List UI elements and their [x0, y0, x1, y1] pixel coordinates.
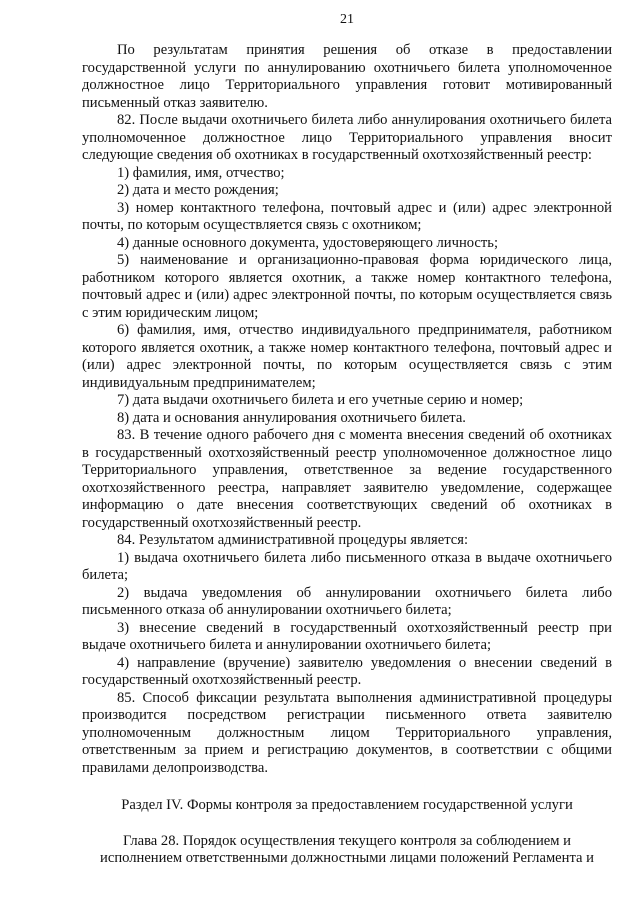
section-title: Раздел IV. Формы контроля за предоставлением государственной услуги [121, 797, 573, 813]
paragraph: 83. В течение одного рабочего дня с момента внесения сведений об охотниках в государственный охотхозяйственный реестр уполномоченное должностное лицо Территориального управления, ответственное за ведение государственного охотхозяйственного реестра, направляет заявителю уведомление, содержащее информацию о дате внесения соответствующих сведений об охотниках в государственный охотхозяйственный реестр. [82, 427, 612, 531]
paragraph: По результатам принятия решения об отказе в предоставлении государственной услуги по аннулированию охотничьего билета уполномоченное должностное лицо Территориального управления готовит мотивированный письменный отказ заявителю. [82, 42, 612, 111]
list-item: 3) внесение сведений в государственный охотхозяйственный реестр при выдаче охотничьего билета и аннулировании охотничьего билета; [82, 619, 612, 653]
list-item: 4) данные основного документа, удостоверяющего личность; [117, 234, 498, 251]
list-item: 4) направление (вручение) заявителю уведомления о внесении сведений в государственный охотхозяйственный реестр. [82, 654, 612, 688]
list-item: 1) выдача охотничьего билета либо письменного отказа в выдаче охотничьего билета; [82, 549, 612, 583]
list-item: 2) выдача уведомления об аннулировании охотничьего билета либо письменного отказа об аннулировании охотничьего билета; [82, 584, 612, 618]
page-number: 21 [340, 12, 354, 27]
list-item: 7) дата выдачи охотничьего билета и его учетные серию и номер; [117, 392, 524, 408]
paragraph: 85. Способ фиксации результата выполнения административной процедуры производится посредством регистрации письменного ответа заявителю уполномоченным должностным лицом Территориального управления, ответственным за прием и регистрацию документов, в соответствии с общими правилами делопроизводства. [82, 689, 612, 776]
list-item: 5) наименование и организационно-правовая форма юридического лица, работником которого является охотник, а также номер контактного телефона, почтовый адрес и (или) адрес электронной почты, по которым осуществляется связь с этим юридическим лицом; [82, 252, 612, 321]
chapter-title: Глава 28. Порядок осуществления текущего контроля за соблюдением и исполнением ответственными должностными лицами положений Регламента и [100, 832, 594, 866]
list-item: 1) фамилия, имя, отчество; [117, 164, 285, 181]
list-item: 6) фамилия, имя, отчество индивидуального предпринимателя, работником которого является охотник, а также номер контактного телефона, почтовый адрес и (или) адрес электронной почты, по которым осуществляется связь с этим индивидуальным предпринимателем; [82, 322, 612, 391]
list-item: 2) дата и место рождения; [117, 182, 279, 198]
paragraph: 84. Результатом административной процедуры является: [117, 532, 469, 548]
body-text [82, 42, 612, 777]
list-item: 8) дата и основания аннулирования охотничьего билета. [117, 409, 466, 426]
list-item: 3) номер контактного телефона, почтовый адрес и (или) адрес электронной почты, по которым осуществляется связь с охотником; [82, 199, 612, 233]
paragraph: 82. После выдачи охотничьего билета либо аннулирования охотничьего билета уполномоченное должностное лицо Территориального управления вносит следующие сведения об охотниках в государственный охотхозяйственный реестр: [82, 112, 612, 163]
